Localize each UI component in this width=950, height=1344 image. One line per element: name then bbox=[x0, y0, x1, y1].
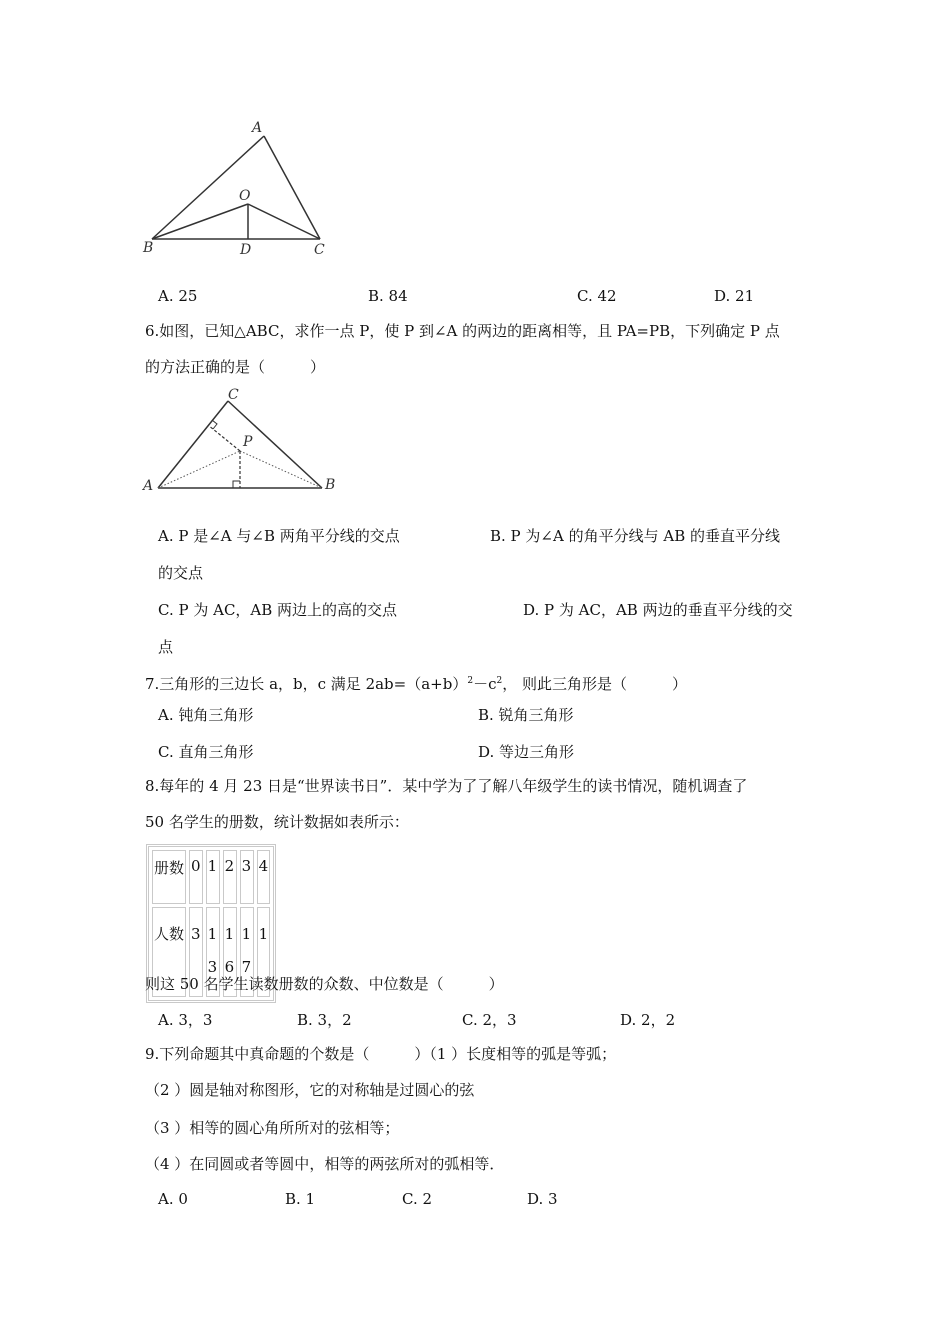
q6-option-d-cont: 点 bbox=[158, 638, 174, 656]
q7-stem bbox=[145, 671, 687, 694]
table-cell: 1 bbox=[206, 850, 220, 904]
table-row bbox=[152, 850, 270, 904]
table-cell: 2 bbox=[223, 850, 237, 904]
q6-option-d: D. P 为 AC，AB 两边的垂直平分线的交 bbox=[523, 601, 793, 619]
q7-sup-1: 2 bbox=[467, 676, 474, 686]
q5-label-D: D bbox=[240, 242, 252, 258]
q6-option-c: C. P 为 AC，AB 两边上的高的交点 bbox=[158, 601, 398, 619]
table-cell: 1 7 bbox=[240, 907, 254, 997]
q5-label-A: A bbox=[252, 120, 263, 136]
table-cell: 3 bbox=[189, 907, 203, 997]
q7-option-b: B. 锐角三角形 bbox=[478, 706, 574, 724]
q7-option-a: A. 钝角三角形 bbox=[158, 706, 254, 724]
q5-label-C: C bbox=[314, 242, 325, 258]
q7-option-d: D. 等边三角形 bbox=[478, 743, 575, 761]
q5-triangle-figure bbox=[140, 118, 340, 263]
table-cell: 册数 bbox=[152, 850, 186, 904]
q7-sup-2: 2 bbox=[496, 676, 503, 686]
q9-option-c: C. 2 bbox=[402, 1190, 433, 1208]
q9-stem-line1: 9.下列命题其中真命题的个数是（ ）（1 ）长度相等的弧是等弧； bbox=[145, 1045, 617, 1063]
table-cell: 1 6 bbox=[223, 907, 237, 997]
q5-label-O: O bbox=[239, 188, 251, 204]
q9-statement-2: （2 ）圆是轴对称图形，它的对称轴是过圆心的弦 bbox=[145, 1081, 475, 1099]
q7-stem-part2: －c bbox=[473, 675, 497, 693]
q6-option-b: B. P 为∠A 的角平分线与 AB 的垂直平分线 bbox=[490, 527, 780, 545]
table-cell: 0 bbox=[189, 850, 203, 904]
q8-question: 则这 50 名学生读数册数的众数、中位数是（ ） bbox=[145, 975, 504, 993]
q6-triangle-figure bbox=[140, 383, 345, 498]
q9-option-b: B. 1 bbox=[285, 1190, 316, 1208]
q5-option-b: B. 84 bbox=[368, 287, 408, 305]
table-cell: 1 3 bbox=[206, 907, 220, 997]
q5-option-d: D. 21 bbox=[714, 287, 755, 305]
q6-label-B: B bbox=[325, 477, 336, 493]
table-cell: 1 bbox=[257, 907, 271, 997]
q5-option-a: A. 25 bbox=[158, 287, 198, 305]
table-cell: 人数 bbox=[152, 907, 186, 997]
q6-label-P: P bbox=[243, 434, 253, 450]
q8-stem-line1: 8.每年的 4 月 23 日是“世界读书日”．某中学为了了解八年级学生的读书情况，随机调查了 bbox=[145, 777, 748, 795]
q7-option-c: C. 直角三角形 bbox=[158, 743, 254, 761]
q9-option-a: A. 0 bbox=[158, 1190, 188, 1208]
q9-statement-4: （4 ）在同圆或者等圆中，相等的两弦所对的弧相等． bbox=[145, 1155, 505, 1173]
q6-stem-line1: 6.如图，已知△ABC，求作一点 P，使 P 到∠A 的两边的距离相等，且 PA=PB，下列确定 P 点 bbox=[145, 322, 780, 340]
q7-stem-part1: 7.三角形的三边长 a，b，c 满足 2ab=（a+b） bbox=[145, 675, 468, 693]
q6-option-a: A. P 是∠A 与∠B 两角平分线的交点 bbox=[158, 527, 400, 545]
q9-statement-3: （3 ）相等的圆心角所所对的弦相等； bbox=[145, 1119, 400, 1137]
q8-option-d: D. 2，2 bbox=[620, 1011, 676, 1029]
q5-label-B: B bbox=[143, 240, 154, 256]
q6-stem-line2: 的方法正确的是（ ） bbox=[145, 358, 326, 376]
q9-option-d: D. 3 bbox=[527, 1190, 558, 1208]
q6-option-b-cont: 的交点 bbox=[158, 564, 204, 582]
q6-label-A: A bbox=[143, 478, 154, 494]
q5-option-c: C. 42 bbox=[577, 287, 617, 305]
q8-option-c: C. 2，3 bbox=[462, 1011, 517, 1029]
table-cell: 4 bbox=[257, 850, 271, 904]
q8-option-b: B. 3，2 bbox=[297, 1011, 352, 1029]
q6-label-C: C bbox=[228, 387, 239, 403]
q8-stem-line2: 50 名学生的册数，统计数据如表所示： bbox=[145, 813, 409, 831]
q8-option-a: A. 3，3 bbox=[158, 1011, 213, 1029]
table-cell: 3 bbox=[240, 850, 254, 904]
q7-stem-part3: ， 则此三角形是（ ） bbox=[502, 675, 687, 693]
